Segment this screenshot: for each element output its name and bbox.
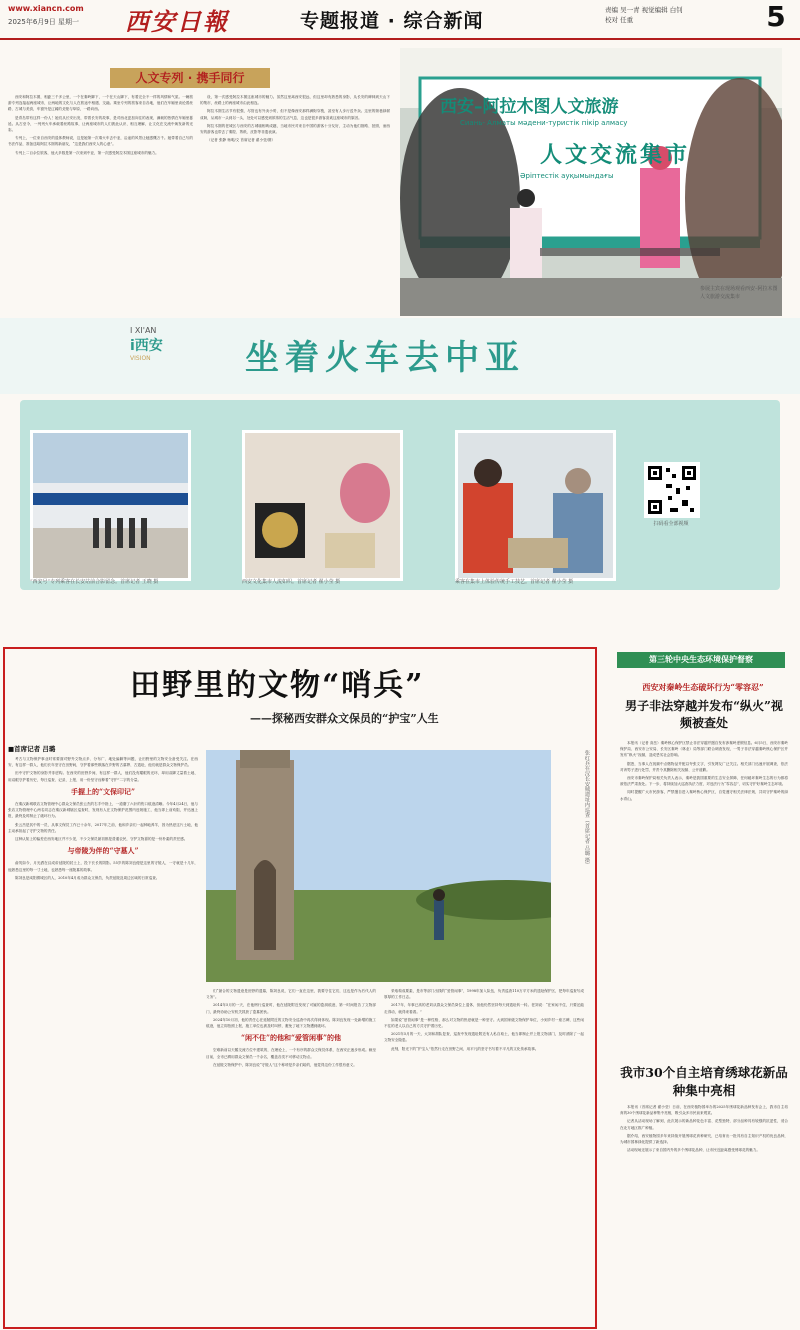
train-photo-2 <box>242 430 403 581</box>
qr-code[interactable] <box>644 462 700 518</box>
section-title: 专题报道 · 综合新闻 <box>300 10 484 32</box>
issue-date: 2025年6月9日 星期一 <box>8 18 79 26</box>
section-heading-3: “闲不住”的他和“爱管闲事”的他 <box>240 1033 342 1043</box>
editor-credits <box>605 5 725 25</box>
feature-ribbon: 人文专列 · 携手同行 <box>110 68 270 88</box>
qr-caption: 扫码看全部视频 <box>653 521 689 527</box>
feature-photo-caption: 参展主宾在现场观看西安–阿拉木图人文旅游交流集市 <box>700 286 778 300</box>
sidebar-story2-body: 本报讯（首席记者 翟小莹）日前，在西安植物园举办的2025年绣球花新品种发布会上，我市自主培育的30个绣球花新品种集中亮相，吸引众多市民前来观赏。 记者从活动现场了解到，此次展示的新品种花色丰富、花型独特，部分品种具有较强的抗逆性，适合在北方地区推广种植。 据介绍，西安植物园多年来持续开展绣球花育种研究，已培育出一批具有自主知识产权的优良品种，为城市园林绿化提供了新选择。 活动现场还展示了来自国内外的多个绣球花品种，让市民近距离感受绣球花的魅力。 <box>620 1105 788 1153</box>
sidebar-story1-title[interactable]: 男子非法穿越并发布“纵火”视频被查处 <box>625 699 783 730</box>
ixian-logo <box>130 326 190 362</box>
main-body-col-3: 采取构成要素，是市等部门出钱的“爱管闲事”，1998年加入队伍，负责巡查110万平方米的遗址保护区，把每年巡查写成厚厚的工作日志。 2017年，年事已高的老刘从群众文保员岗位上退休，但他仍然坚持每天到遗址转一转。老刘说：“在家闲不住，只要还能走得动，就得来看看。” 如果说“爱管闲事”是一种性格，那么对文物的热爱就是一种坚守。大到国家级文物保护单位，小到乡村一座古碑，这些闲不住的老人以自己的方式守护着历史。 2021年5月的一天，大刘和胡队复查，巡查中发现遗址附近有人私自取土，他当即制止并上报文物部门，及时消除了一起文物安全隐患。 此刻，阳光下的“护宝人”依然行走在田野之间，用平凡的坚守书写着不平凡的文化传承故事。 <box>384 989 584 1051</box>
train-headline: 坐着火车去中亚 <box>245 338 525 378</box>
feature-byline: （记者 张静 杨明/文 首席记者 翟小莹/图） <box>207 138 276 143</box>
section-heading-2: 与帝陵为伴的“守墓人” <box>67 846 139 856</box>
qr-code-icon <box>646 464 698 516</box>
banner-text-kz: Сиань- Алматы мәдени-туристік пікір алмасу <box>460 119 628 127</box>
banner-text-cn: 西安–阿拉木图人文旅游 <box>440 97 619 117</box>
ixian-logo-sub: VISION <box>130 355 151 362</box>
main-photo <box>206 750 551 982</box>
main-byline: ■首席记者 吕璐 <box>8 745 56 753</box>
editor-line-1: 责编 吴一青 视觉编辑 白钊 <box>605 6 683 14</box>
ixian-logo-en: I XI'AN <box>130 326 157 335</box>
masthead-bar <box>0 0 800 40</box>
feature-photo <box>400 48 782 316</box>
main-body-col-2: 们“最合的文物遗迹是田野的遗墓，陈刘良说，它们一直在这里，我要守住它们，这也是作为后代人的义务”。 2014年5月的一天，在他例行巡查时，他在延陵附近发现了可疑的盗洞痕迹，第一时间报告了文物部门，最终协助公安机关抓获了盗墓团伙。 2024年10月初，他的责任心在延陵附近的文物安全巡查中再次得到体现。陈刘良发现一处新增的施工痕迹，他立即拍照上报，施工单位也被及时叫停，避免了地下文物遭到破坏。 “闲不住”的他和“爱管闲事”的他 空难新前以天鹅交流方位中建筑的，在理论上，一个有序的群众文保员体系，在西安正逐步形成。截至目前，全市已聘用群众文保员一千余名，覆盖各类不可移动文物点。 在延陵文物保护中，陈刘良说“守陵人”这个称呼是乡亲们给的，他觉得这份工作很有意义。 <box>206 989 376 1067</box>
page-number: 5 <box>766 0 786 33</box>
editor-line-2: 校对 任重 <box>605 16 634 24</box>
train-photo-3 <box>455 430 616 581</box>
sidebar-story1-body: 本报讯（记者 高岳）秦岭核心保护区禁止非法穿越并擅自发布涉秦岭虚假信息。6月5日，西安市秦岭保护局、西安市公安局、长安区秦岭（林业）局等部门联合调查发现，一男子非法穿越秦岭核心保护区并发布“纵火”视频，造成恶劣社会影响。 据悉，当事人在视频中点燃物品并配以夸张文字，引发网友广泛关注。相关部门迅速开展调查，依法对该男子进行处罚，并责令其删除相关视频、公开道歉。 西安市秦岭保护局相关负责人表示，秦岭是我国重要的生态安全屏障，任何破坏秦岭生态的行为都将被依法严肃查处。下一步，将持续加大巡查执法力度，对违法行为“零容忍”，切实守护好秦岭生态环境。 同时提醒广大市民游客，严禁擅自进入秦岭核心保护区，自觉遵守相关法律法规，共同守护秦岭的绿水青山。 <box>620 741 788 801</box>
main-subheadline: ——探秘西安群众文保员的“护宝”人生 <box>250 712 439 725</box>
banner-text-cn-2: 人文交流集市 <box>540 143 691 168</box>
site-url[interactable]: www.xiancn.com <box>8 4 84 13</box>
train-caption-3: 乘客在集市上体验传统手工技艺。首席记者 翟小莹 摄 <box>455 579 574 585</box>
train-photo-3-image <box>458 433 613 578</box>
train-caption-1: “西安号”专列乘客在长安站前合影留念。首席记者 王晓 摄 <box>30 579 159 585</box>
train-photo-1-image <box>33 433 188 578</box>
sidebar-story2-title[interactable]: 我市30个自主培育绣球花新品种集中亮相 <box>620 1065 788 1098</box>
main-photo-caption: 张红兵在汉长安城遗址内巡查（首席记者 吕璐 摄） <box>584 750 590 868</box>
feature-body-col-1: 西安和阿拉木图，相距三千多公里，一个在秦岭脚下，一个在天山脚下，有着完全不一样的风情和气质。一辆旅游专列连接起两座城市，让两地的文化与人在旅途中相遇、交融。乘坐专列的旅客来自各地，他们在车厢里谈论着丝路、古城与美食，车窗外是辽阔的戈壁与草原，一路向西。 是青岛带有这样一份人！她们从长安出发，带着长安的故事，是对西北更加向往的表现，满载的热情在车厢里蔓延。从古至今，一列列火车承载着丝路故事，让两座城市的人们彼此认识、相互理解，让文化在交流中焕发新的光彩。 专列上，一位来自西安的退休教师说，这是她第一次乘火车去中亚，沿途的风景让她感慨万千。她带着自己写的书法作品，准备送给阿拉木图的新朋友，“这是我们西安人的心意”。 专列上二百余位旅客，他大多数是第一次来到中亚，第一次感受阿拉木图这座城市的魅力。 <box>8 95 193 155</box>
feature-photo-illustration <box>400 48 782 316</box>
main-body-col-1: 考古与文物保护事业时常要面对野外文物点多、分布广、地处偏僻等问题，让田野里的文物安全备受关注。在西安，有这样一群人，他们长年坚守在田野间，守护着那些散落在乡野的古墓葬、古遗址，他们就是群众文物保护员。 田中守护文物的身影并非虚构。在西安的田野乡间，有这样一群人，他们没有耀眼的光环，却用双脚丈量着土地、用双眼守护着历史，每日巡查、记录、上报，用一份坚守诠释着“守护”二字的分量。 手握上的“文保印记” 在秦汉新城联店文物管理中心群众文保员张云杰的右手中指上，一道磨了六针的伤口痕迹清晰。今年4月24日，他与张店文物管理中心两名同志在秦汉新城辖区巡查时，发现有人在文物保护范围内违规施工，他当即上前劝阻，并迅速上报，最终及时制止了破坏行为。 张云杰是其中的一员，从事文保员工作已十余年，2017年之前，他和乡亲们一起种地养羊，因为热爱这片土地，他主动承担起了守护文物的责任。 这种认知上的偏差在西安地区并不少见，不少文保员最初都是普通农民，守护文物靠的是一份朴素的责任感。 与帝陵为伴的“守墓人” 俞茂如今，月光洒在汉成帝延陵的封土上，投下长长的阴影。55岁的陈刘良便是这里的守陵人，一守就是十几年，他熟悉这里的每一寸土地，也熟悉每一座陵墓的故事。 陈刘良是咸阳渭城区的人，2010年4月成为群众文保员，负责延陵及周边区域的日常巡查。 <box>8 757 198 880</box>
train-photo-2-image <box>245 433 400 578</box>
train-caption-2: 西安文化集市人流如织。首席记者 翟小莹 摄 <box>242 579 341 585</box>
ixian-logo-cn: i西安 <box>130 338 163 354</box>
newspaper-logo: 西安日報 <box>125 7 229 36</box>
main-photo-illustration <box>206 750 551 982</box>
sidebar-story1-kicker: 西安对秦岭生态破坏行为“零容忍” <box>642 682 764 692</box>
section-heading-1: 手握上的“文保印记” <box>70 786 136 796</box>
main-headline: 田野里的文物“哨兵” <box>130 668 425 703</box>
train-photo-1 <box>30 430 191 581</box>
feature-body-col-2: 设，第一次感受阿拉木图这座城市的魅力。虽然这里离西安很远，但这里却有熟悉的身影，从长安的碑林到天山下的集市，丝路上的两座城市由此相连。 阿拉木图生活节有很强，尽管也有外卖小哥，但不是像西安那样满街穿梭，甚至有人步行送外卖。这里的街巷绿树成荫，从城市一头到另一头，处处可以感受到浓浓的生活气息，这也是很多游客喜欢这座城市的原因。 阿拉木图的老城区与西安的古城墙相映成趣，当地市民对来自中国的游客十分友好，主动为他们指路、拍照，而西安的游客也带去了秦腔、剪纸、皮影等非遗表演。 （记者 张静 杨明/文 首席记者 翟小莹/图） <box>200 95 390 143</box>
banner-text-kz-2: Әріптестік ауқымындағы <box>520 172 614 180</box>
sidebar-ribbon: 第三轮中央生态环境保护督察 <box>617 652 785 668</box>
